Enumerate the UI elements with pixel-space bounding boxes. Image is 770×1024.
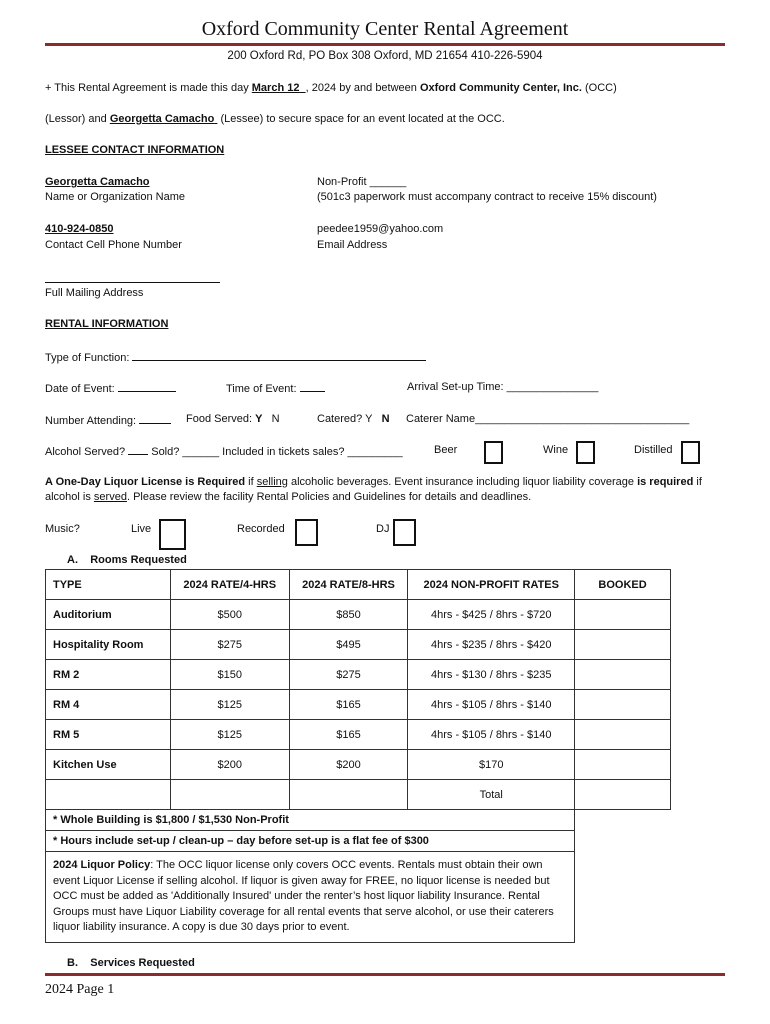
nonprofit-note: (501c3 paperwork must accompany contract to receive 15% discount): [317, 191, 657, 203]
phone-value: 410-924-0850: [45, 223, 114, 235]
name-label: Name or Organization Name: [45, 191, 186, 203]
lessor-name: Oxford Community Center, Inc.: [419, 82, 582, 94]
alcohol-field[interactable]: [128, 444, 148, 455]
agreement-date: March 12: [251, 82, 300, 94]
rooms-heading: A. Rooms Requested: [67, 554, 187, 566]
distilled-checkbox[interactable]: [681, 441, 700, 464]
column-header: TYPE: [46, 570, 171, 600]
music-live-checkbox[interactable]: [159, 519, 186, 550]
total-row: [46, 780, 671, 810]
column-header: BOOKED: [575, 570, 671, 600]
nonprofit-rate: 4hrs - $130 / 8hrs - $235: [408, 660, 575, 690]
table-row: [46, 630, 671, 660]
music-recorded-label: Recorded: [237, 523, 285, 535]
liquor-notice-line-1: A One-Day Liquor License is Required if selling alcoholic beverages. Event insurance including liquor liability coverage is required if: [45, 476, 702, 488]
nonprofit-rate: $170: [408, 750, 575, 780]
page-title: Oxford Community Center Rental Agreement: [201, 18, 569, 40]
policy-row: [46, 852, 671, 943]
footer-rule: [45, 973, 725, 976]
name-value: Georgetta Camacho: [45, 176, 150, 188]
music-dj-checkbox[interactable]: [393, 519, 416, 546]
rate-8hrs: $850: [289, 600, 408, 630]
page-footer: 2024 Page 1: [45, 982, 115, 997]
empty-cell: [170, 780, 289, 810]
booked-cell[interactable]: [575, 660, 671, 690]
rate-8hrs: $165: [289, 720, 408, 750]
beer-checkbox[interactable]: [484, 441, 503, 464]
event-time-row: Time of Event:: [226, 381, 325, 395]
room-type: Auditorium: [46, 600, 171, 630]
event-time-field[interactable]: [300, 381, 325, 392]
liquor-notice-line-2: alcohol is served. Please review the facility Rental Policies and Guidelines for details and deadlines.: [45, 491, 532, 503]
attending-field[interactable]: [139, 413, 171, 424]
wine-label: Wine: [543, 444, 569, 456]
center-address: 200 Oxford Rd, PO Box 308 Oxford, MD 21654 410-226-5904: [227, 50, 543, 62]
booked-cell[interactable]: [575, 600, 671, 630]
attending-row: Number Attending:: [45, 413, 171, 427]
event-date-field[interactable]: [118, 381, 176, 392]
caterer-name: Caterer Name___________________________________: [406, 413, 690, 425]
function-row: Type of Function:: [45, 350, 426, 364]
table-header-row: [46, 570, 671, 600]
music-label: Music?: [45, 523, 80, 535]
nonprofit-rate: 4hrs - $105 / 8hrs - $140: [408, 690, 575, 720]
booked-cell[interactable]: [575, 630, 671, 660]
music-recorded-checkbox[interactable]: [295, 519, 318, 546]
column-header: 2024 NON-PROFIT RATES: [408, 570, 575, 600]
nonprofit-rate: 4hrs - $425 / 8hrs - $720: [408, 600, 575, 630]
distilled-label: Distilled: [634, 444, 673, 456]
table-row: [46, 690, 671, 720]
intro-line-1: + This Rental Agreement is made this day March 12 , 2024 by and between Oxford Community Center, Inc. (OCC): [45, 82, 617, 94]
mailing-label: Full Mailing Address: [45, 287, 144, 299]
header-rule: [45, 43, 725, 46]
liquor-policy: 2024 Liquor Policy: The OCC liquor license only covers OCC events. Rentals must obtain their own event Liquor License if selling alcohol. If liquor is given away for FREE, no liquor license is needed but OCC must be added as 'Additionally Insured' under the renter’s host liquor liability Insurance. Rental Groups must have Liquor Liability coverage for all rental events that serve alcohol, or use their caterers liquor liability insurance. A copy is due 30 days prior to event.: [46, 852, 575, 943]
rate-4hrs: $125: [170, 690, 289, 720]
wine-checkbox[interactable]: [576, 441, 595, 464]
food-served-row: Food Served: Y N: [186, 413, 280, 425]
rate-8hrs: $165: [289, 690, 408, 720]
table-row: [46, 600, 671, 630]
room-type: RM 4: [46, 690, 171, 720]
table-row: [46, 750, 671, 780]
room-type: RM 5: [46, 720, 171, 750]
rooms-table: [45, 569, 671, 943]
services-heading: B. Services Requested: [67, 957, 195, 969]
note-row: [46, 810, 671, 831]
column-header: 2024 RATE/4-HRS: [170, 570, 289, 600]
nonprofit-rate: 4hrs - $235 / 8hrs - $420: [408, 630, 575, 660]
booked-cell[interactable]: [575, 720, 671, 750]
contact-heading: LESSEE CONTACT INFORMATION: [45, 144, 225, 156]
music-live-label: Live: [131, 523, 152, 535]
event-date-row: Date of Event:: [45, 381, 176, 395]
phone-label: Contact Cell Phone Number: [45, 239, 182, 251]
column-header: 2024 RATE/8-HRS: [289, 570, 408, 600]
function-field[interactable]: [132, 350, 426, 361]
email-label: Email Address: [317, 239, 388, 251]
whole-building-note: * Whole Building is $1,800 / $1,530 Non-Profit: [46, 810, 575, 831]
music-dj-label: DJ: [376, 523, 390, 535]
rental-heading: RENTAL INFORMATION: [45, 318, 169, 330]
rate-4hrs: $200: [170, 750, 289, 780]
arrival-time: Arrival Set-up Time: _______________: [407, 381, 599, 393]
room-type: Hospitality Room: [46, 630, 171, 660]
total-value-cell[interactable]: [575, 780, 671, 810]
rate-4hrs: $150: [170, 660, 289, 690]
hours-note: * Hours include set-up / clean-up – day before set-up is a flat fee of $300: [46, 831, 575, 852]
beer-label: Beer: [434, 444, 458, 456]
empty-cell: [46, 780, 171, 810]
nonprofit-rate: 4hrs - $105 / 8hrs - $140: [408, 720, 575, 750]
rate-8hrs: $275: [289, 660, 408, 690]
rate-8hrs: $200: [289, 750, 408, 780]
rate-8hrs: $495: [289, 630, 408, 660]
lessee-name: Georgetta Camacho: [109, 113, 215, 125]
mailing-address-field[interactable]: [45, 270, 220, 283]
alcohol-row: Alcohol Served? Sold? ______ Included in tickets sales? _________: [45, 446, 403, 458]
table-row: [46, 720, 671, 750]
total-label: Total: [408, 780, 575, 810]
nonprofit-label: Non-Profit ______: [317, 176, 407, 188]
rate-4hrs: $125: [170, 720, 289, 750]
note-row: [46, 831, 671, 852]
room-type: Kitchen Use: [46, 750, 171, 780]
rate-4hrs: $275: [170, 630, 289, 660]
intro-line-2: (Lessor) and Georgetta Camacho (Lessee) to secure space for an event located at the OCC.: [45, 113, 505, 125]
rate-4hrs: $500: [170, 600, 289, 630]
room-type: RM 2: [46, 660, 171, 690]
catered-row: Catered? Y N: [317, 413, 390, 425]
booked-cell[interactable]: [575, 750, 671, 780]
table-row: [46, 660, 671, 690]
email-value: peedee1959@yahoo.com: [317, 223, 444, 235]
booked-cell[interactable]: [575, 690, 671, 720]
empty-cell: [289, 780, 408, 810]
